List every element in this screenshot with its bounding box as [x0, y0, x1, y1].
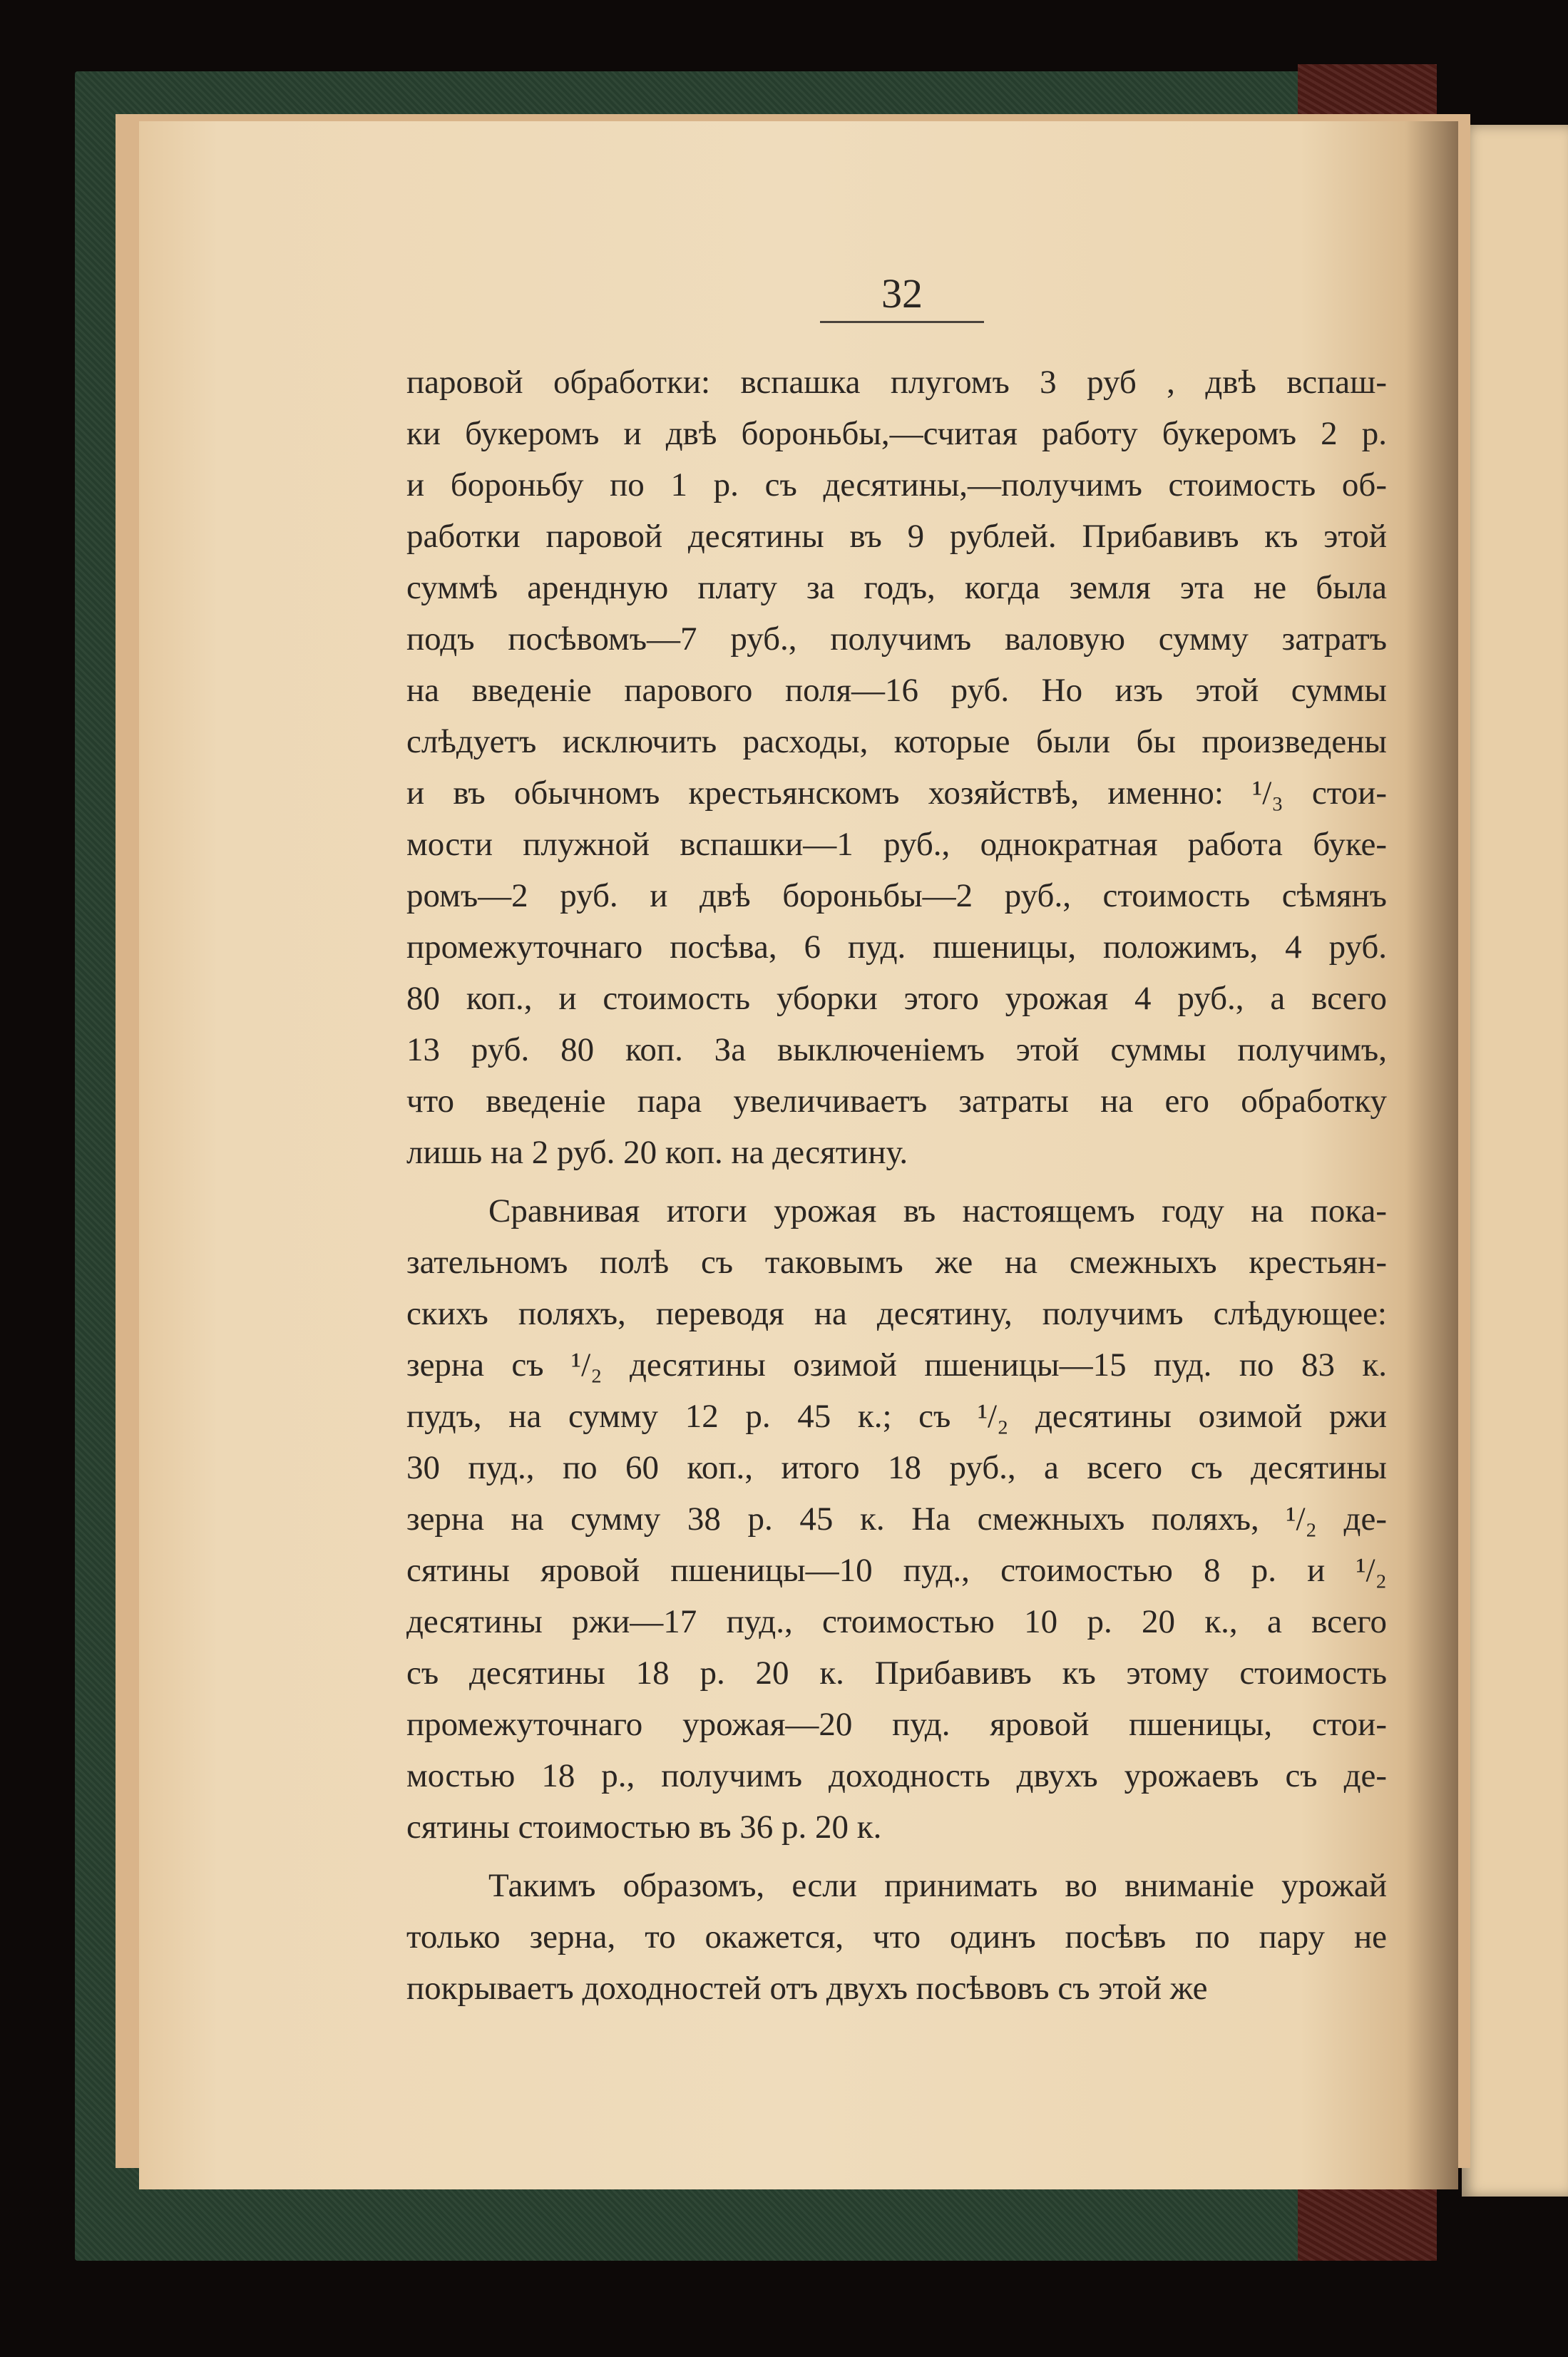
text-line: слѣдуетъ исключить расходы, которые были бы произведены	[406, 723, 1387, 760]
text-line: промежуточнаго посѣва, 6 пуд. пшеницы, положимъ, 4 руб.	[406, 929, 1387, 966]
text-line: и бороньбу по 1 р. съ десятины,—получимъ стоимость об-	[406, 466, 1387, 503]
text-line: ки букеромъ и двѣ бороньбы,—считая работу букеромъ 2 р.	[406, 415, 1387, 452]
text-line: 13 руб. 80 коп. За выключеніемъ этой суммы получимъ,	[406, 1031, 1387, 1068]
text-line: суммѣ арендную плату за годъ, когда земля эта не была	[406, 569, 1387, 606]
adjacent-page-edge	[1462, 125, 1568, 2197]
page-body-text	[406, 357, 1387, 2021]
text-line: мости плужной вспашки—1 руб., однократная работа буке-	[406, 826, 1387, 863]
page-number-rule	[820, 321, 984, 323]
text-line: подъ посѣвомъ—7 руб., получимъ валовую сумму затратъ	[406, 620, 1387, 658]
text-line: скихъ поляхъ, переводя на десятину, получимъ слѣдующее:	[406, 1295, 1387, 1332]
text-line: промежуточнаго урожая—20 пуд. яровой пшеницы, стои-	[406, 1706, 1387, 1743]
text-line: на введеніе парового поля—16 руб. Но изъ этой суммы	[406, 672, 1387, 709]
text-line: и въ обычномъ крестьянскомъ хозяйствѣ, именно: ¹/₃ стои-	[406, 774, 1387, 812]
text-line: зерна съ ¹/₂ десятины озимой пшеницы—15 пуд. по 83 к.	[406, 1346, 1387, 1384]
text-line: пудъ, на сумму 12 р. 45 к.; съ ¹/₂ десятины озимой ржи	[406, 1398, 1387, 1435]
text-line: лишь на 2 руб. 20 коп. на десятину.	[406, 1134, 908, 1171]
text-line: Сравнивая итоги урожая въ настоящемъ году на пока-	[488, 1192, 1387, 1229]
paragraph	[406, 357, 1387, 1178]
text-line: покрываетъ доходностей отъ двухъ посѣвовъ съ этой же	[406, 1970, 1208, 2007]
text-line: только зерна, то окажется, что одинъ посѣвъ по пару не	[406, 1918, 1387, 1955]
text-line: зательномъ полѣ съ таковымъ же на смежныхъ крестьян-	[406, 1244, 1387, 1281]
text-line: десятины ржи—17 пуд., стоимостью 10 р. 20 к., а всего	[406, 1603, 1387, 1640]
text-line: 30 пуд., по 60 коп., итого 18 руб., а всего съ десятины	[406, 1449, 1387, 1486]
text-line: 80 коп., и стоимость уборки этого урожая 4 руб., а всего	[406, 980, 1387, 1017]
text-line: Такимъ образомъ, если принимать во вниманіе урожай	[488, 1867, 1387, 1904]
page-number: 32	[881, 270, 923, 317]
text-line: паровой обработки: вспашка плугомъ 3 руб , двѣ вспаш-	[406, 364, 1387, 401]
text-line: сятины яровой пшеницы—10 пуд., стоимостью 8 р. и ¹/₂	[406, 1552, 1387, 1589]
paragraph	[406, 1860, 1387, 2014]
text-line: что введеніе пара увеличиваетъ затраты на его обработку	[406, 1083, 1387, 1120]
text-line: мостью 18 р., получимъ доходность двухъ урожаевъ съ де-	[406, 1757, 1387, 1794]
text-line: работки паровой десятины въ 9 рублей. Прибавивъ къ этой	[406, 518, 1387, 555]
text-line: зерна на сумму 38 р. 45 к. На смежныхъ поляхъ, ¹/₂ де-	[406, 1500, 1387, 1538]
text-line: съ десятины 18 р. 20 к. Прибавивъ къ этому стоимость	[406, 1655, 1387, 1692]
text-line: сятины стоимостью въ 36 р. 20 к.	[406, 1809, 882, 1846]
paragraph	[406, 1185, 1387, 1853]
text-line: ромъ—2 руб. и двѣ бороньбы—2 руб., стоимость сѣмянъ	[406, 877, 1387, 914]
